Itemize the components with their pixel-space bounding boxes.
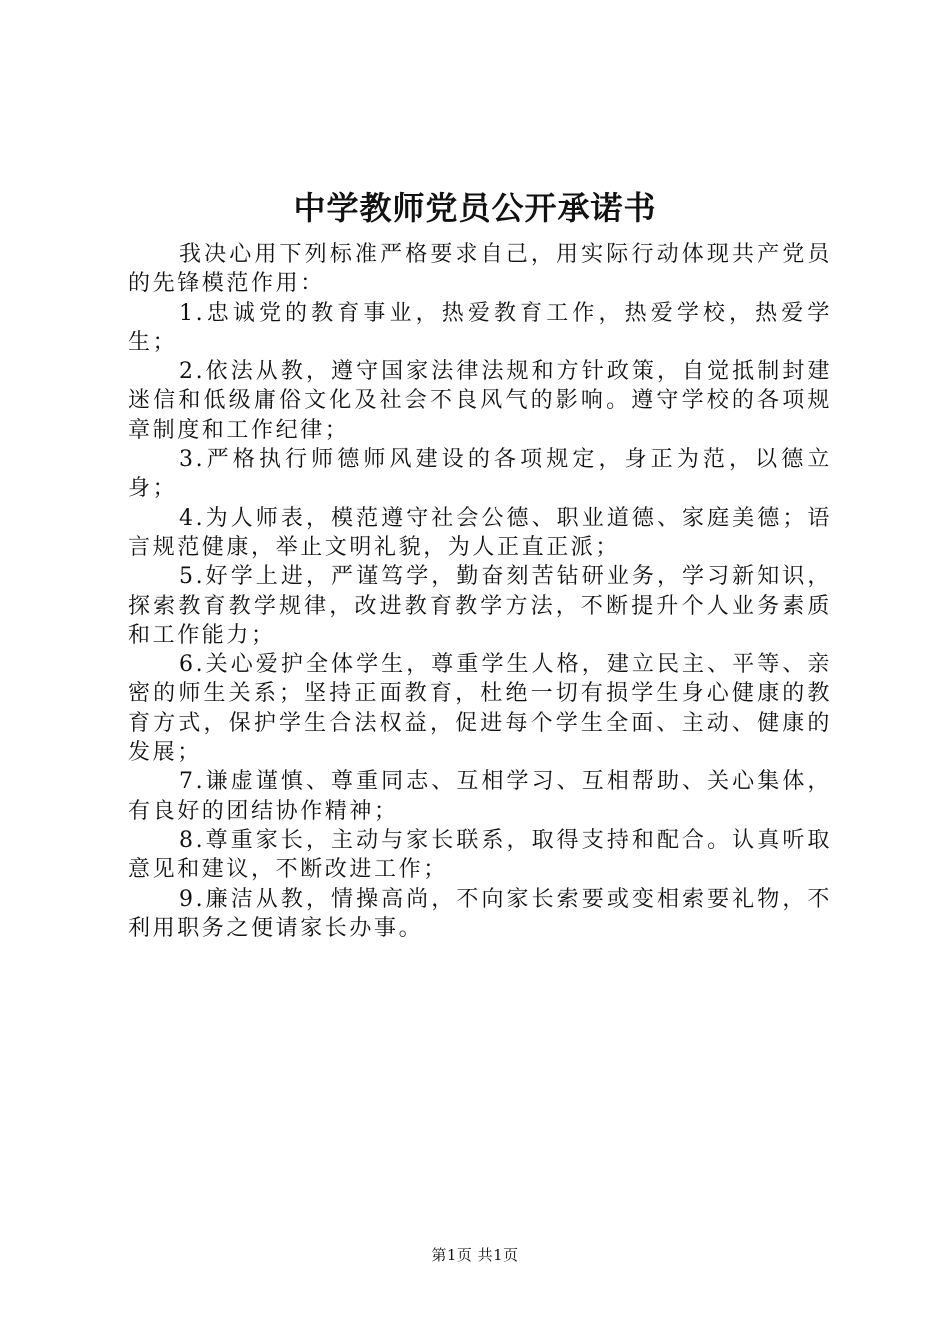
page-footer: 第1页 共1页	[431, 1246, 519, 1264]
pledge-item-3: 3.严格执行师德师风建设的各项规定，身正为范，以德立身；	[128, 447, 832, 502]
pledge-item-1: 1.忠诚党的教育事业，热爱教育工作，热爱学校，热爱学生；	[128, 300, 832, 355]
document-title: 中学教师党员公开承诺书	[293, 189, 657, 227]
pledge-item-7: 7.谦虚谨慎、尊重同志、互相学习、互相帮助、关心集体，有良好的团结协作精神；	[128, 769, 832, 824]
pledge-item-4: 4.为人师表，模范遵守社会公德、职业道德、家庭美德；语言规范健康，举止文明礼貌，为人正直正派；	[128, 505, 832, 560]
pledge-item-5: 5.好学上进，严谨笃学，勤奋刻苦钻研业务，学习新知识，探索教育教学规律，改进教育教学方法，不断提升个人业务素质和工作能力；	[128, 564, 832, 648]
document-body	[128, 240, 832, 943]
pledge-item-6: 6.关心爱护全体学生，尊重学生人格，建立民主、平等、亲密的师生关系；坚持正面教育，杜绝一切有损学生身心健康的教育方式，保护学生合法权益，促进每个学生全面、主动、健康的发展；	[128, 652, 832, 766]
pledge-item-8: 8.尊重家长，主动与家长联系，取得支持和配合。认真听取意见和建议，不断改进工作；	[128, 827, 832, 883]
pledge-item-2: 2.依法从教，遵守国家法律法规和方针政策，自觉抵制封建迷信和低级庸俗文化及社会不良风气的影响。遵守学校的各项规章制度和工作纪律；	[128, 359, 832, 443]
pledge-item-9: 9.廉洁从教，情操高尚，不向家长索要或变相索要礼物，不利用职务之便请家长办事。	[128, 886, 832, 941]
intro-paragraph: 我决心用下列标准严格要求自己，用实际行动体现共产党员的先锋模范作用：	[128, 242, 832, 297]
